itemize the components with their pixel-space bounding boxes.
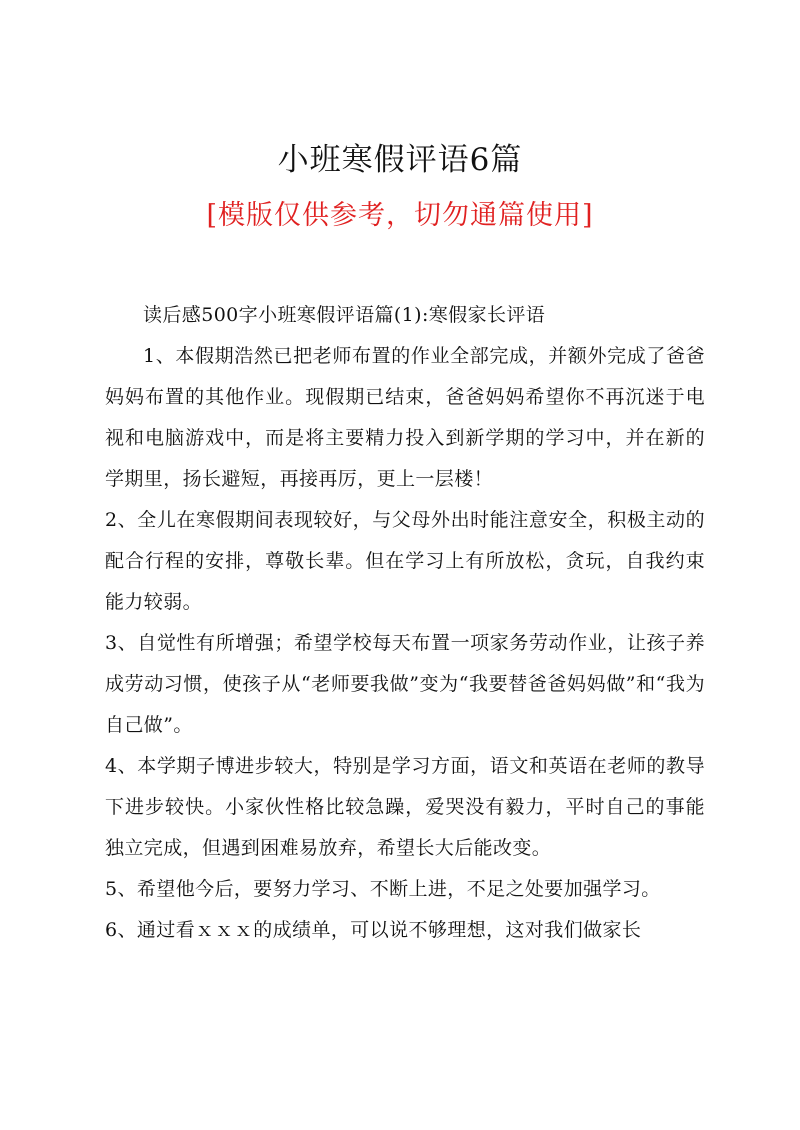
section-heading: 读后感500字小班寒假评语篇(1):寒假家长评语 (143, 304, 546, 326)
paragraph-4: 4、本学期子博进步较大，特别是学习方面，语文和英语在老师的教导下进步较快。小家伙性格比较急躁，爱哭没有毅力，平时自己的事能独立完成，但遇到困难易放弃，希望长大后能改变。 (105, 755, 705, 859)
paragraph-2: 2、全儿在寒假期间表现较好，与父母外出时能注意安全，积极主动的配合行程的安排，尊敬长辈。但在学习上有所放松，贪玩，自我约束能力较弱。 (105, 509, 705, 613)
document-title: 小班寒假评语6篇 (277, 142, 523, 178)
document-subtitle: [模版仅供参考，切勿通篇使用] (206, 200, 594, 231)
paragraph-5: 5、希望他今后，要努力学习、不断上进，不足之处要加强学习。 (105, 878, 661, 900)
paragraph-6: 6、通过看ｘｘｘ的成绩单，可以说不够理想，这对我们做家长 (105, 919, 642, 941)
paragraph-3: 3、自觉性有所增强；希望学校每天布置一项家务劳动作业，让孩子养成劳动习惯，使孩子从“老师要我做”变为“我要替爸爸妈妈做”和“我为自己做”。 (105, 632, 705, 736)
paragraph-1: 1、本假期浩然已把老师布置的作业全部完成，并额外完成了爸爸妈妈布置的其他作业。现假期已结束，爸爸妈妈希望你不再沉迷于电视和电脑游戏中，而是将主要精力投入到新学期的学习中，并在新的学期里，扬长避短，再接再厉，更上一层楼！ (105, 345, 705, 490)
document-body (105, 295, 705, 951)
